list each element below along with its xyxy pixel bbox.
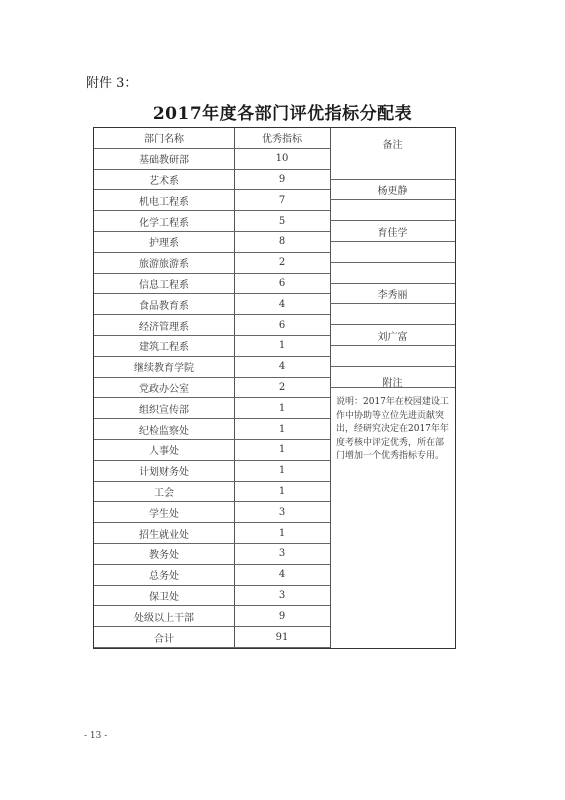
- remark-cell: 刘广富: [330, 325, 455, 346]
- dept-cell: 旅游旅游系: [139, 259, 189, 271]
- table-row: [94, 294, 330, 315]
- dept-cell: 招生就业处: [139, 529, 189, 541]
- quota-table: [93, 127, 456, 649]
- quota-cell: 5: [278, 215, 286, 227]
- quota-cell: 3: [278, 548, 286, 560]
- table-row: [94, 274, 330, 295]
- quota-cell: 3: [278, 589, 286, 601]
- quota-cell: 1: [278, 423, 286, 435]
- remark-cell: [330, 200, 455, 221]
- remark-cell: [330, 263, 455, 284]
- table-row: [94, 544, 330, 565]
- dept-cell: 处级以上干部: [134, 612, 194, 624]
- table-row: [94, 315, 330, 336]
- quota-cell: 2: [278, 381, 286, 393]
- quota-cell: 4: [278, 361, 286, 373]
- header-quota: 优秀指标: [262, 134, 302, 146]
- dept-cell: 化学工程系: [139, 217, 189, 229]
- table-row: [94, 461, 330, 482]
- quota-cell: 9: [278, 610, 286, 622]
- dept-cell: 学生处: [149, 508, 179, 520]
- quota-cell: 1: [278, 527, 286, 539]
- quota-cell: 4: [278, 569, 286, 581]
- dept-cell: 总务处: [149, 571, 179, 583]
- header-remark: 备注: [382, 140, 403, 151]
- dept-cell: 艺术系: [149, 175, 179, 187]
- remark-cell: [330, 304, 455, 325]
- quota-cell: 6: [278, 277, 286, 289]
- dept-cell: 工会: [154, 487, 174, 499]
- dept-cell: 教务处: [149, 550, 179, 562]
- table-header-row: [94, 128, 330, 149]
- dept-cell: 基础教研部: [139, 155, 189, 167]
- note-text: 说明：2017年在校园建设工作中协助等立位先进贡献突出，经研究决定在2017年年度考核中评定优秀，所在部门增加一个优秀指标专用。: [336, 397, 449, 461]
- table-row: [94, 357, 330, 378]
- dept-cell: 党政办公室: [139, 383, 189, 395]
- table-row: [94, 398, 330, 419]
- dept-cell: 信息工程系: [139, 279, 189, 291]
- table-total-row: [94, 627, 330, 648]
- dept-cell: 组织宣传部: [139, 404, 189, 416]
- quota-cell: 1: [278, 340, 286, 352]
- dept-cell: 合计: [154, 633, 174, 645]
- table-row: [94, 190, 330, 211]
- table-row: [94, 565, 330, 586]
- dept-cell: 人事处: [149, 446, 179, 458]
- quota-cell: 1: [278, 485, 286, 497]
- dept-cell: 食品教育系: [139, 300, 189, 312]
- dept-cell: 继续教育学院: [134, 363, 194, 375]
- quota-cell: 9: [278, 173, 286, 185]
- table-row: [94, 440, 330, 461]
- quota-cell: 1: [278, 465, 286, 477]
- table-row: [94, 523, 330, 544]
- table-row: [94, 336, 330, 357]
- table-row: [94, 232, 330, 253]
- table-row: [94, 253, 330, 274]
- quota-cell: 4: [278, 298, 286, 310]
- dept-cell: 经济管理系: [139, 321, 189, 333]
- dept-cell: 机电工程系: [139, 196, 189, 208]
- page-title: 2017年度各部门评优指标分配表: [152, 104, 413, 124]
- dept-cell: 保卫处: [149, 591, 179, 603]
- table-row: [94, 606, 330, 627]
- remark-cell: [330, 242, 455, 263]
- remark-cell: [330, 159, 455, 180]
- quota-cell: 2: [278, 257, 286, 269]
- quota-cell: 1: [278, 444, 286, 456]
- page-number: - 13 -: [84, 731, 108, 741]
- dept-cell: 建筑工程系: [139, 342, 189, 354]
- header-dept: 部门名称: [144, 134, 184, 146]
- table-row: [94, 211, 330, 232]
- quota-cell: 91: [275, 631, 289, 643]
- quota-cell: 8: [278, 236, 286, 248]
- quota-cell: 7: [278, 194, 286, 206]
- table-row: [94, 502, 330, 523]
- table-row: [94, 419, 330, 440]
- table-row: [94, 586, 330, 607]
- table-row: [94, 378, 330, 399]
- dept-cell: 计划财务处: [139, 467, 189, 479]
- table-row: [94, 149, 330, 170]
- dept-cell: 护理系: [149, 238, 179, 250]
- table-row: [94, 170, 330, 191]
- note-label: 附注: [382, 378, 403, 389]
- remark-cell: 杨更静: [330, 180, 455, 201]
- quota-cell: 1: [278, 402, 286, 414]
- quota-cell: 3: [278, 506, 286, 518]
- dept-cell: 纪检监察处: [139, 425, 189, 437]
- quota-cell: 6: [278, 319, 286, 331]
- attachment-label: 附件 3：: [86, 76, 138, 91]
- remark-cell: [330, 346, 455, 367]
- quota-cell: 10: [275, 153, 289, 165]
- remark-cell: 育佳学: [330, 221, 455, 242]
- remark-cell: 李秀丽: [330, 284, 455, 305]
- table-row: [94, 482, 330, 503]
